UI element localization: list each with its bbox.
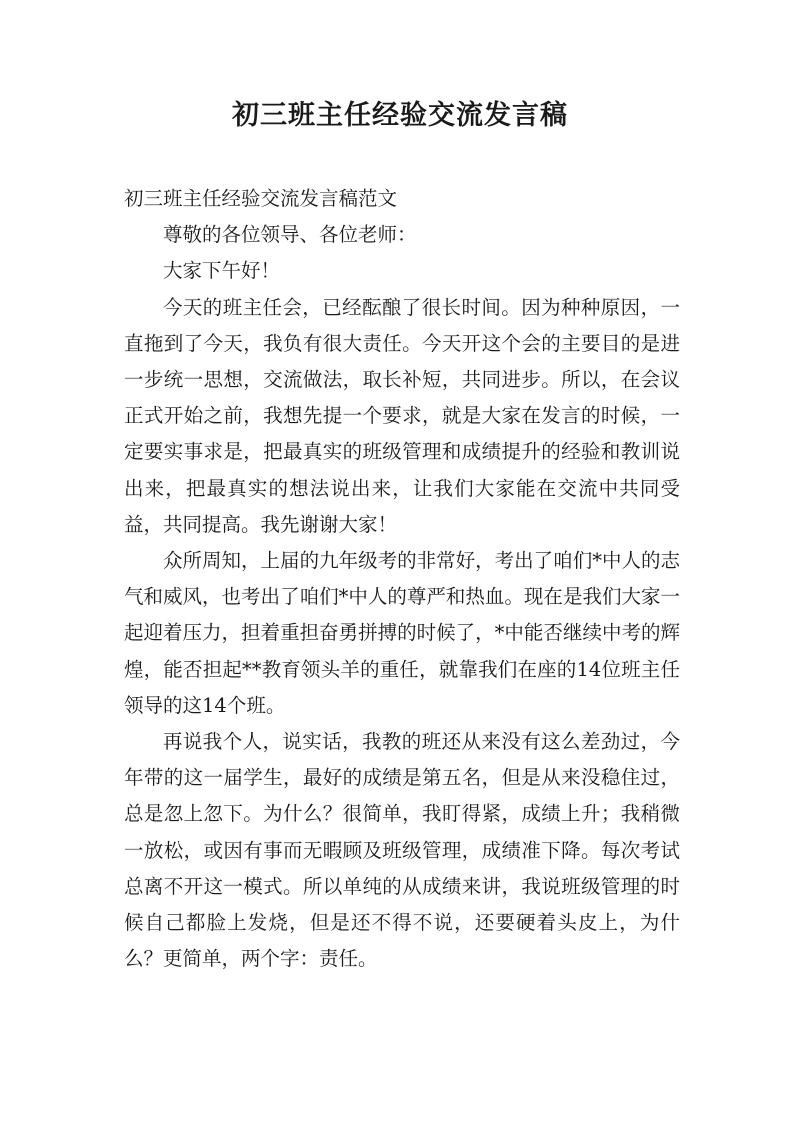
body-paragraph: 今天的班主任会，已经酝酿了很长时间。因为种种原因，一直拖到了今天，我负有很大责任。今天开这个会的主要目的是进一步统一思想，交流做法，取长补短，共同进步。所以，在会议正式开始之前，我想先提一个要求，就是大家在发言的时候，一定要实事求是，把最真实的班级管理和成绩提升的经验和教训说出来，把最真实的想法说出来，让我们大家能在交流中共同受益，共同提高。我先谢谢大家！	[124, 295, 680, 536]
document-body	[124, 181, 680, 977]
greeting-paragraph: 大家下午好！	[163, 259, 281, 283]
body-paragraph: 众所周知，上届的九年级考的非常好，考出了咱们*中人的志气和威风，也考出了咱们*中人的尊严和热血。现在是我们大家一起迎着压力，担着重担奋勇拼搏的时候了，*中能否继续中考的辉煌，能否担起**教育领头羊的重任，就靠我们在座的14位班主任领导的这14个班。	[124, 549, 680, 717]
document-subtitle: 初三班主任经验交流发言稿范文	[124, 187, 398, 210]
document-title: 初三班主任经验交流发言稿	[232, 100, 568, 131]
salutation-paragraph: 尊敬的各位领导、各位老师：	[163, 223, 417, 247]
body-paragraph: 再说我个人，说实话，我教的班还从来没有这么差劲过，今年带的这一届学生，最好的成绩是第五名，但是从来没稳住过，总是忽上忽下。为什么？很简单，我盯得紧，成绩上升；我稍微一放松，或因有事而无暇顾及班级管理，成绩准下降。每次考试总离不开这一模式。所以单纯的从成绩来讲，我说班级管理的时候自己都脸上发烧，但是还不得不说，还要硬着头皮上，为什么？更简单，两个字：责任。	[124, 730, 680, 971]
